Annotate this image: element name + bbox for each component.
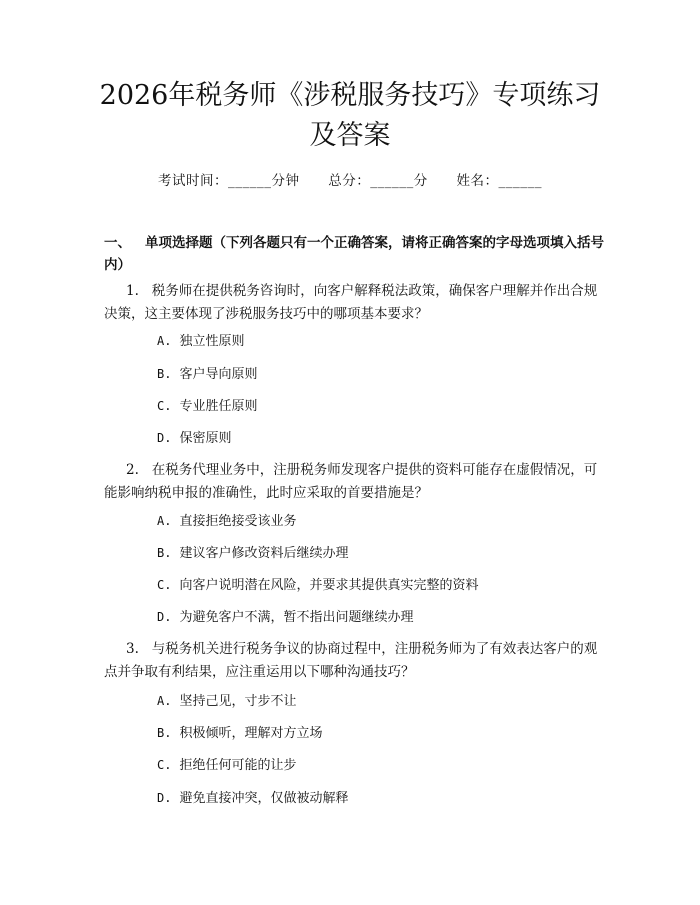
- question-number: 2.: [126, 462, 139, 478]
- option-c: C. 拒绝任何可能的让步: [157, 758, 297, 773]
- question-number: 3.: [126, 641, 139, 657]
- exam-name-field: 姓名：______: [456, 173, 543, 189]
- exam-info-line: [0, 169, 700, 189]
- option-a: A. 直接拒绝接受该业务: [157, 514, 297, 529]
- section-label: 单项选择题（下列各题只有一个正确答案，请将正确答案的字母选项填入括号内）: [104, 235, 604, 273]
- exam-time-field: 考试时间：______分钟: [157, 173, 300, 189]
- option-d: D. 保密原则: [157, 431, 232, 446]
- exam-score-field: 总分：______分: [328, 173, 428, 189]
- section-number: 一、: [104, 235, 131, 251]
- question-3: [104, 638, 604, 684]
- option-c: C. 专业胜任原则: [157, 399, 258, 414]
- option-a: A. 独立性原则: [157, 334, 245, 349]
- question-text: 3. 与税务机关进行税务争议的协商过程中，注册税务师为了有效表达客户的观点并争取有利结果，应注重运用以下哪种沟通技巧？: [104, 641, 598, 680]
- question-text: 1. 税务师在提供税务咨询时，向客户解释税法政策，确保客户理解并作出合规决策，这主要体现了涉税服务技巧中的哪项基本要求？: [104, 283, 598, 322]
- section-heading: [104, 232, 604, 276]
- document-title: 2026年税务师《涉税服务技巧》专项练习及答案: [99, 80, 601, 151]
- question-2: [104, 459, 604, 505]
- option-a: A. 坚持己见，寸步不让: [157, 694, 297, 709]
- question-1: [104, 280, 604, 326]
- option-b: B. 客户导向原则: [157, 367, 258, 382]
- question-text: 2. 在税务代理业务中，注册税务师发现客户提供的资料可能存在虚假情况，可能影响纳税申报的准确性，此时应采取的首要措施是？: [104, 462, 598, 501]
- option-c: C. 向客户说明潜在风险，并要求其提供真实完整的资料: [157, 578, 479, 593]
- option-b: B. 积极倾听，理解对方立场: [157, 726, 323, 741]
- option-b: B. 建议客户修改资料后继续办理: [157, 546, 349, 561]
- option-d: D. 避免直接冲突，仅做被动解释: [157, 791, 349, 806]
- option-d: D. 为避免客户不满，暂不指出问题继续办理: [157, 610, 414, 625]
- question-number: 1.: [126, 283, 139, 299]
